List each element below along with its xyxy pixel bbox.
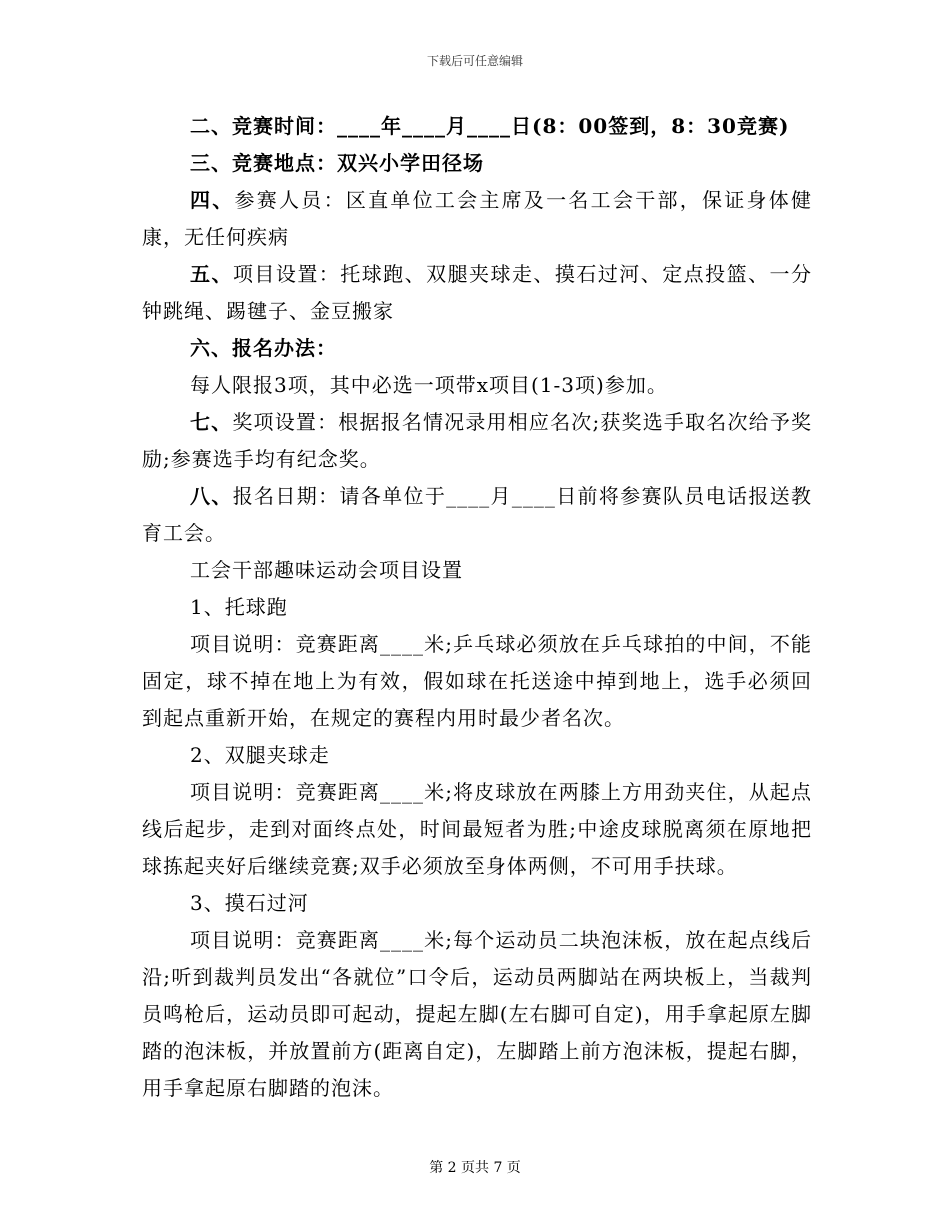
section-label: 八、 — [190, 484, 233, 508]
section-4-participants — [142, 182, 812, 256]
page-footer: 第 2 页共 7 页 — [429, 1160, 521, 1176]
section-text: 报名日期：请各单位于____月____日前将参赛队员电话报送教育工会。 — [142, 484, 813, 545]
section-label: 四、 — [190, 188, 235, 212]
event-3-description: 项目说明：竞赛距离____米;每个运动员二块泡沫板，放在起点线后沿;听到裁判员发出“各就位”口令后，运动员两脚站在两块板上，当裁判员鸣枪后，运动员即可起动，提起左脚(左右脚可自定)，用手拿起原左脚踏的泡沫板，并放置前方(距离自定)，左脚踏上前方泡沫板，提起右脚，用手拿起原右脚踏的泡沫。 — [142, 928, 812, 1100]
section-text: 竞赛时间：____年____月____日(8：00签到，8：30竞赛) — [232, 114, 790, 138]
event-2-description: 项目说明：竞赛距离____米;将皮球放在两膝上方用劲夹住，从起点线后起步，走到对面终点处，时间最短者为胜;中途皮球脱离须在原地把球拣起夹好后继续竞赛;双手必须放至身体两侧，不可用手扶球。 — [142, 780, 812, 878]
section-text: 项目设置：托球跑、双腿夹球走、摸石过河、定点投篮、一分钟跳绳、踢毽子、金豆搬家 — [142, 262, 813, 323]
event-2-title: 2、双腿夹球走 — [190, 743, 330, 767]
document-body — [142, 108, 812, 1107]
section-5-events — [142, 256, 812, 330]
section-label: 五、 — [190, 262, 233, 286]
section-text: 参赛人员：区直单位工会主席及一名工会干部，保证身体健康，无任何疾病 — [142, 188, 813, 249]
event-3-title: 3、摸石过河 — [190, 891, 309, 915]
section-8-date — [142, 478, 812, 552]
section-6-registration — [142, 330, 812, 367]
section-label: 二、 — [190, 114, 232, 138]
page-header: 下载后可任意编辑 — [426, 54, 523, 68]
section-text: 竞赛地点：双兴小学田径场 — [232, 151, 484, 175]
registration-rule: 每人限报3项，其中必选一项带x项目(1-3项)参加。 — [190, 373, 668, 397]
section-text: 报名办法： — [232, 336, 337, 360]
events-heading: 工会干部趣味运动会项目设置 — [190, 558, 463, 582]
section-2-time — [142, 108, 812, 145]
section-label: 七、 — [190, 410, 233, 434]
section-text: 奖项设置：根据报名情况录用相应名次;获奖选手取名次给予奖励;参赛选手均有纪念奖。 — [142, 410, 813, 471]
section-label: 六、 — [190, 336, 232, 360]
section-label: 三、 — [190, 151, 232, 175]
section-7-awards — [142, 404, 812, 478]
section-3-venue — [142, 145, 812, 182]
event-1-title: 1、托球跑 — [190, 595, 288, 619]
event-1-description: 项目说明：竞赛距离____米;乒乓球必须放在乒乓球拍的中间，不能固定，球不掉在地上为有效，假如球在托送途中掉到地上，选手必须回到起点重新开始，在规定的赛程内用时最少者名次。 — [142, 632, 812, 730]
